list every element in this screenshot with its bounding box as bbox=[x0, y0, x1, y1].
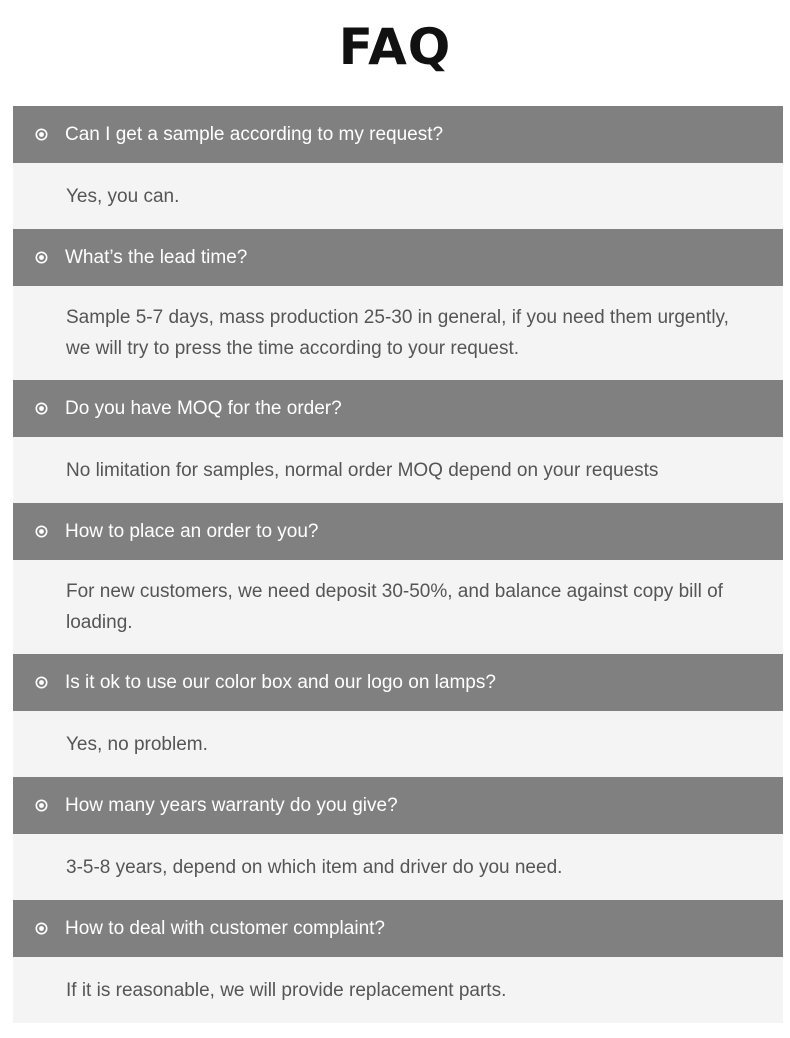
faq-question-text: What’s the lead time? bbox=[65, 247, 248, 268]
circle-bullet-icon bbox=[35, 251, 48, 264]
faq-question-text: Do you have MOQ for the order? bbox=[65, 398, 342, 419]
page-title: FAQ bbox=[338, 18, 452, 76]
circle-bullet-icon bbox=[35, 676, 48, 689]
faq-answer-3 bbox=[13, 437, 783, 503]
faq-answer-text: 3-5-8 years, depend on which item and driver do you need. bbox=[66, 856, 563, 878]
faq-answer-text: Yes, you can. bbox=[66, 185, 180, 207]
faq-question-7[interactable] bbox=[13, 900, 783, 957]
faq-question-4[interactable] bbox=[13, 503, 783, 560]
faq-answer-7 bbox=[13, 957, 783, 1023]
faq-question-2[interactable] bbox=[13, 229, 783, 286]
faq-answer-text: No limitation for samples, normal order MOQ depend on your requests bbox=[66, 459, 659, 481]
faq-answer-text: If it is reasonable, we will provide replacement parts. bbox=[66, 979, 507, 1001]
faq-question-1[interactable] bbox=[13, 106, 783, 163]
faq-question-text: How to deal with customer complaint? bbox=[65, 918, 385, 939]
faq-answer-2 bbox=[13, 286, 783, 380]
faq-question-5[interactable] bbox=[13, 654, 783, 711]
faq-question-text: Can I get a sample according to my request? bbox=[65, 124, 444, 145]
circle-bullet-icon bbox=[35, 525, 48, 538]
faq-answer-text: Yes, no problem. bbox=[66, 733, 208, 755]
faq-question-text: Is it ok to use our color box and our logo on lamps? bbox=[65, 672, 496, 693]
faq-answer-text: For new customers, we need deposit 30-50%, and balance against copy bill of loading. bbox=[66, 581, 723, 633]
faq-answer-6 bbox=[13, 834, 783, 900]
faq-question-text: How many years warranty do you give? bbox=[65, 795, 398, 816]
faq-question-6[interactable] bbox=[13, 777, 783, 834]
faq-question-text: How to place an order to you? bbox=[65, 521, 319, 542]
faq-question-3[interactable] bbox=[13, 380, 783, 437]
circle-bullet-icon bbox=[35, 402, 48, 415]
faq-answer-5 bbox=[13, 711, 783, 777]
circle-bullet-icon bbox=[35, 799, 48, 812]
faq-answer-4 bbox=[13, 560, 783, 654]
circle-bullet-icon bbox=[35, 128, 48, 141]
faq-answer-1 bbox=[13, 163, 783, 229]
circle-bullet-icon bbox=[35, 922, 48, 935]
faq-list bbox=[13, 106, 783, 1023]
faq-answer-text: Sample 5-7 days, mass production 25-30 in general, if you need them urgently, we will try to press the time according to your request. bbox=[66, 307, 729, 359]
